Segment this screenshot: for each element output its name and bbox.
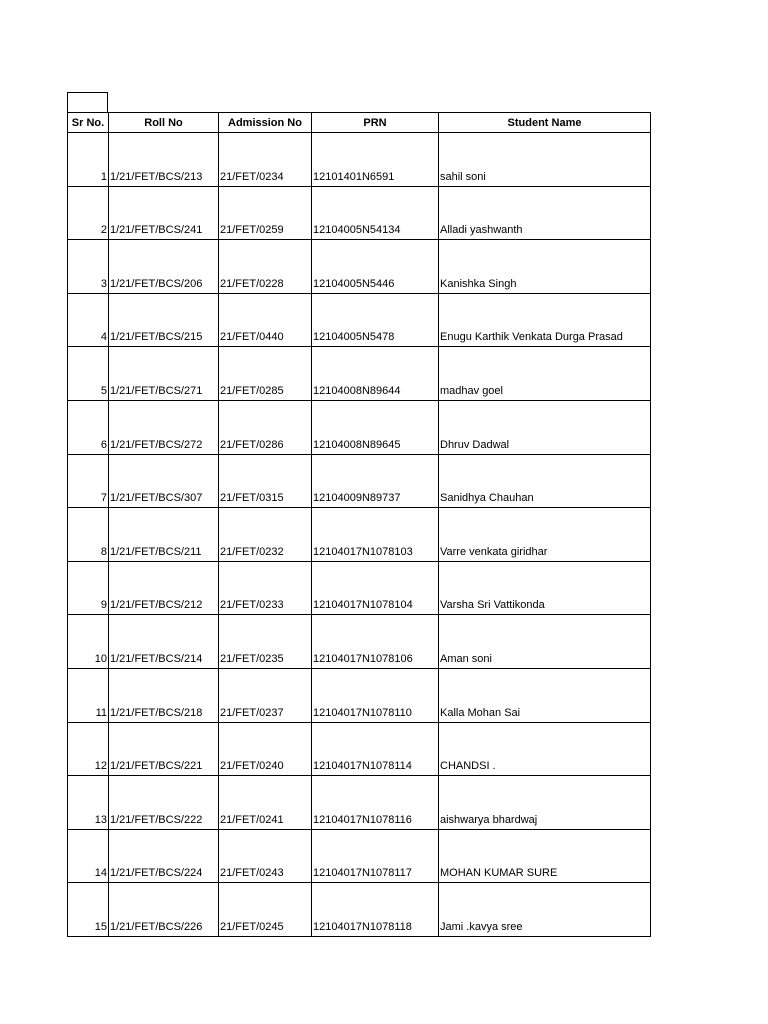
cell-sr-no: 15 — [68, 883, 109, 937]
cell-student-name: Enugu Karthik Venkata Durga Prasad — [439, 293, 651, 347]
cell-sr-no: 4 — [68, 293, 109, 347]
cell-roll-no: 1/21/FET/BCS/221 — [109, 722, 219, 776]
cell-prn: 12104008N89645 — [312, 400, 439, 454]
cell-prn: 12104009N89737 — [312, 454, 439, 508]
cell-admission-no: 21/FET/0235 — [219, 615, 312, 669]
cell-prn: 12104017N1078110 — [312, 668, 439, 722]
table-row — [68, 293, 651, 347]
cell-roll-no: 1/21/FET/BCS/226 — [109, 883, 219, 937]
cell-roll-no: 1/21/FET/BCS/215 — [109, 293, 219, 347]
cell-admission-no: 21/FET/0233 — [219, 561, 312, 615]
cell-admission-no: 21/FET/0286 — [219, 400, 312, 454]
table-body — [68, 133, 651, 937]
cell-student-name: Sanidhya Chauhan — [439, 454, 651, 508]
cell-admission-no: 21/FET/0240 — [219, 722, 312, 776]
cell-sr-no: 9 — [68, 561, 109, 615]
cell-roll-no: 1/21/FET/BCS/206 — [109, 240, 219, 294]
header-row — [68, 113, 651, 133]
cell-roll-no: 1/21/FET/BCS/222 — [109, 776, 219, 830]
cell-prn: 12104017N1078106 — [312, 615, 439, 669]
header-prn: PRN — [312, 113, 439, 133]
cell-roll-no: 1/21/FET/BCS/307 — [109, 454, 219, 508]
cell-roll-no: 1/21/FET/BCS/241 — [109, 186, 219, 240]
table-row — [68, 615, 651, 669]
cell-sr-no: 2 — [68, 186, 109, 240]
cell-student-name: Varsha Sri Vattikonda — [439, 561, 651, 615]
cell-admission-no: 21/FET/0245 — [219, 883, 312, 937]
cell-student-name: CHANDSI . — [439, 722, 651, 776]
cell-student-name: aishwarya bhardwaj — [439, 776, 651, 830]
cell-prn: 12104005N5478 — [312, 293, 439, 347]
table-row — [68, 186, 651, 240]
table-row — [68, 829, 651, 883]
cell-admission-no: 21/FET/0259 — [219, 186, 312, 240]
table-row — [68, 561, 651, 615]
cell-roll-no: 1/21/FET/BCS/218 — [109, 668, 219, 722]
header-roll-no: Roll No — [109, 113, 219, 133]
cell-prn: 12104017N1078104 — [312, 561, 439, 615]
table-row — [68, 883, 651, 937]
table-row — [68, 454, 651, 508]
header-admission-no: Admission No — [219, 113, 312, 133]
cell-sr-no: 10 — [68, 615, 109, 669]
cell-admission-no: 21/FET/0285 — [219, 347, 312, 401]
cell-student-name: madhav goel — [439, 347, 651, 401]
table-row — [68, 776, 651, 830]
cell-roll-no: 1/21/FET/BCS/213 — [109, 133, 219, 187]
cell-sr-no: 13 — [68, 776, 109, 830]
cell-roll-no: 1/21/FET/BCS/272 — [109, 400, 219, 454]
cell-roll-no: 1/21/FET/BCS/212 — [109, 561, 219, 615]
table-row — [68, 722, 651, 776]
cell-admission-no: 21/FET/0228 — [219, 240, 312, 294]
table-row — [68, 400, 651, 454]
cell-roll-no: 1/21/FET/BCS/271 — [109, 347, 219, 401]
cell-student-name: Aman soni — [439, 615, 651, 669]
cell-sr-no: 5 — [68, 347, 109, 401]
cell-prn: 12104005N54134 — [312, 186, 439, 240]
cell-sr-no: 11 — [68, 668, 109, 722]
cell-roll-no: 1/21/FET/BCS/224 — [109, 829, 219, 883]
table-row — [68, 508, 651, 562]
header-sr-no: Sr No. — [68, 113, 109, 133]
cell-prn: 12104017N1078114 — [312, 722, 439, 776]
cell-student-name: Varre venkata giridhar — [439, 508, 651, 562]
cell-admission-no: 21/FET/0237 — [219, 668, 312, 722]
cell-sr-no: 7 — [68, 454, 109, 508]
cell-admission-no: 21/FET/0234 — [219, 133, 312, 187]
student-table — [67, 112, 651, 937]
cell-prn: 12101401N6591 — [312, 133, 439, 187]
cell-roll-no: 1/21/FET/BCS/211 — [109, 508, 219, 562]
cell-admission-no: 21/FET/0315 — [219, 454, 312, 508]
cell-student-name: Kalla Mohan Sai — [439, 668, 651, 722]
cell-admission-no: 21/FET/0232 — [219, 508, 312, 562]
cell-student-name: sahil soni — [439, 133, 651, 187]
cell-student-name: Alladi yashwanth — [439, 186, 651, 240]
cell-sr-no: 12 — [68, 722, 109, 776]
cell-student-name: MOHAN KUMAR SURE — [439, 829, 651, 883]
cell-prn: 12104017N1078116 — [312, 776, 439, 830]
cell-student-name: Jami .kavya sree — [439, 883, 651, 937]
header-student-name: Student Name — [439, 113, 651, 133]
cell-sr-no: 6 — [68, 400, 109, 454]
cell-student-name: Dhruv Dadwal — [439, 400, 651, 454]
cell-admission-no: 21/FET/0243 — [219, 829, 312, 883]
cell-sr-no: 1 — [68, 133, 109, 187]
cell-prn: 12104017N1078117 — [312, 829, 439, 883]
cell-prn: 12104005N5446 — [312, 240, 439, 294]
cell-prn: 12104017N1078118 — [312, 883, 439, 937]
cell-roll-no: 1/21/FET/BCS/214 — [109, 615, 219, 669]
cell-prn: 12104008N89644 — [312, 347, 439, 401]
table-row — [68, 133, 651, 187]
cell-prn: 12104017N1078103 — [312, 508, 439, 562]
table-row — [68, 240, 651, 294]
cell-sr-no: 3 — [68, 240, 109, 294]
table-row — [68, 668, 651, 722]
cell-sr-no: 8 — [68, 508, 109, 562]
cell-sr-no: 14 — [68, 829, 109, 883]
cell-admission-no: 21/FET/0241 — [219, 776, 312, 830]
cell-admission-no: 21/FET/0440 — [219, 293, 312, 347]
table-row — [68, 347, 651, 401]
cell-student-name: Kanishka Singh — [439, 240, 651, 294]
empty-header-cell — [67, 92, 108, 112]
